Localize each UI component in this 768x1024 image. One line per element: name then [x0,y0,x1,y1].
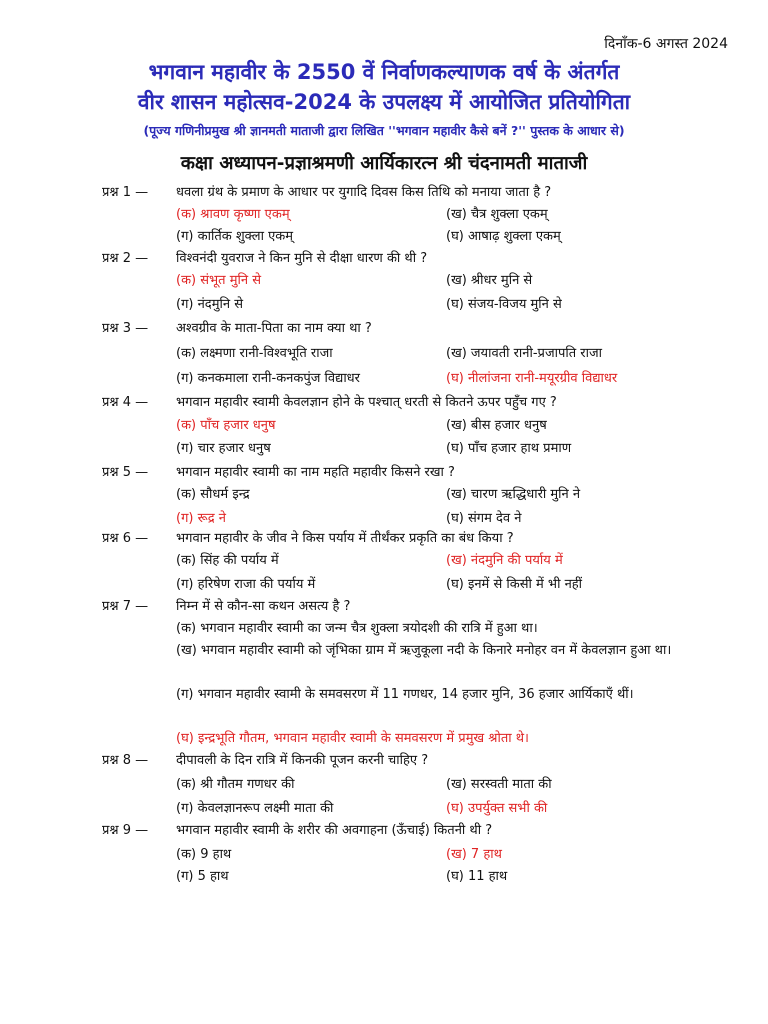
option-ga: (ग) कार्तिक शुक्ला एकम् [176,229,294,244]
question-text: विश्वनंदी युवराज ने किन मुनि से दीक्षा धारण की थी ? [176,251,428,266]
option-kha: (ख) चैत्र शुक्ला एकम् [446,207,548,222]
option-ga: (ग) हरिषेण राजा की पर्याय में [176,577,316,592]
question-text: निम्न में से कौन-सा कथन असत्य है ? [176,599,351,614]
question-text: धवला ग्रंथ के प्रमाण के आधार पर युगादि दिवस किस तिथि को मनाया जाता है ? [176,185,552,200]
option-kha: (ख) नंदमुनि की पर्याय में [446,553,563,568]
option-ga: (ग) नंदमुनि से [176,297,243,312]
option-kha: (ख) सरस्वती माता की [446,777,552,792]
option-gha: (घ) इन्द्रभूति गौतम, भगवान महावीर स्वामी के समवसरण में प्रमुख श्रोता थे। [176,731,529,746]
question-number: प्रश्न 8 — [102,753,149,768]
option-ka: (क) श्री गौतम गणधर की [176,777,295,792]
option-ga: (ग) कनकमाला रानी-कनकपुंज विद्याधर [176,371,360,386]
option-kha: (ख) 7 हाथ [446,847,502,862]
question-number: प्रश्न 3 — [102,321,149,336]
option-ka: (क) 9 हाथ [176,847,232,862]
option-ka: (क) संभूत मुनि से [176,273,262,288]
question-number: प्रश्न 6 — [102,531,149,546]
option-gha: (घ) उपर्युक्त सभी की [446,801,548,816]
option-gha: (घ) आषाढ़ शुक्ला एकम् [446,229,561,244]
option-gha: (घ) संगम देव ने [446,511,522,526]
option-kha: (ख) भगवान महावीर स्वामी को जृंभिका ग्राम में ऋजुकूला नदी के किनारे मनोहर वन में केवलज्ञान हुआ था। [176,643,672,658]
question-text: अश्वग्रीव के माता-पिता का नाम क्या था ? [176,321,372,336]
question-number: प्रश्न 2 — [102,251,149,266]
option-ka: (क) सौधर्म इन्द्र [176,487,250,502]
question-text: भगवान महावीर के जीव ने किस पर्याय में तीर्थंकर प्रकृति का बंध किया ? [176,531,514,546]
question-number: प्रश्न 9 — [102,823,149,838]
option-ga: (ग) चार हजार धनुष [176,441,271,456]
question-text: भगवान महावीर स्वामी का नाम महति महावीर किसने रखा ? [176,465,455,480]
option-ka: (क) पाँच हजार धनुष [176,418,276,433]
source-note: (पूज्य गणिनीप्रमुख श्री ज्ञानमती माताजी द्वारा लिखित ''भगवान महावीर कैसे बनें ?'' पुस्तक के आधार से) [143,123,625,138]
option-ka: (क) श्रावण कृष्णा एकम् [176,207,290,222]
option-gha: (घ) 11 हाथ [446,869,508,884]
option-gha: (घ) पाँच हजार हाथ प्रमाण [446,441,572,456]
option-ka: (क) लक्ष्मणा रानी-विश्वभूति राजा [176,346,333,361]
option-gha: (घ) नीलांजना रानी-मयूरग्रीव विद्याधर [446,371,618,386]
question-number: प्रश्न 4 — [102,395,149,410]
question-number: प्रश्न 7 — [102,599,149,614]
option-kha: (ख) श्रीधर मुनि से [446,273,533,288]
option-ga: (ग) रूद्र ने [176,511,226,526]
option-ga: (ग) केवलज्ञानरूप लक्ष्मी माता की [176,801,334,816]
page-title: भगवान महावीर के 2550 वें निर्वाणकल्याणक वर्ष के अंतर्गत [148,60,620,84]
question-number: प्रश्न 1 — [102,185,149,200]
option-kha: (ख) जयावती रानी-प्रजापति राजा [446,346,602,361]
question-text: भगवान महावीर स्वामी केवलज्ञान होने के पश्चात् धरती से कितने ऊपर पहुँच गए ? [176,395,557,410]
option-gha: (घ) संजय-विजय मुनि से [446,297,562,312]
option-kha: (ख) बीस हजार धनुष [446,418,547,433]
teacher-line: कक्षा अध्यापन-प्रज्ञाश्रमणी आर्यिकारत्न श्री चंदनामती माताजी [180,153,588,174]
page-title-line2: वीर शासन महोत्सव-2024 के उपलक्ष्य में आयोजित प्रतियोगिता [137,90,631,114]
date: दिनाँक-6 अगस्त 2024 [604,36,728,52]
option-ga: (ग) 5 हाथ [176,869,229,884]
option-ka: (क) सिंह की पर्याय में [176,553,279,568]
option-ga: (ग) भगवान महावीर स्वामी के समवसरण में 11 गणधर, 14 हजार मुनि, 36 हजार आर्यिकाएँ थीं। [176,687,634,702]
option-kha: (ख) चारण ऋद्धिधारी मुनि ने [446,487,581,502]
question-number: प्रश्न 5 — [102,465,149,480]
question-text: दीपावली के दिन रात्रि में किनकी पूजन करनी चाहिए ? [176,753,429,768]
option-gha: (घ) इनमें से किसी में भी नहीं [446,577,583,592]
question-text: भगवान महावीर स्वामी के शरीर की अवगाहना (ऊँचाई) कितनी थी ? [176,823,493,838]
option-ka: (क) भगवान महावीर स्वामी का जन्म चैत्र शुक्ला त्रयोदशी की रात्रि में हुआ था। [176,621,538,636]
